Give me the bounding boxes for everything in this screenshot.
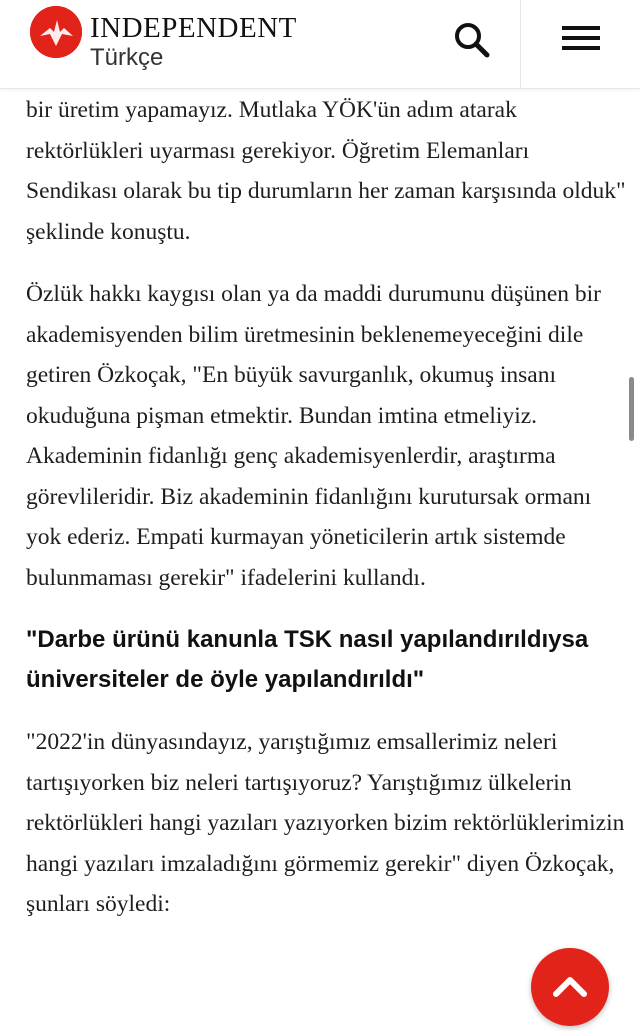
header-divider — [520, 0, 521, 88]
article-paragraph: Özlük hakkı kaygısı olan ya da maddi durumunu düşünen bir akademisyenden bilim üretmesinin beklenemeyeceğini dile getiren Özkoçak, "En büyük savurganlık, okumuş insanı okuduğuna pişman etmektir. Bundan imtina etmeliyiz. Akademinin fidanlığı genç akademisyenlerdir, araştırma görevlileridir. Biz akademinin fidanlığını kurutursak ormanı yok ederiz. Empati kurmayan yöneticilerin artık sistemde bulunmaması gerekir" ifadelerini kullandı. — [26, 281, 601, 591]
search-icon — [442, 14, 502, 74]
article-subheading: "Darbe ürünü kanunla TSK nasıl yapılandırıldıysa üniversiteler de öyle yapılandırıldı" — [26, 626, 589, 693]
brand-subtitle: Türkçe — [90, 44, 164, 71]
article-body — [26, 90, 626, 947]
article-paragraph: bir üretim yapamayız. Mutlaka YÖK'ün adım atarak rektörlükleri uyarması gerekiyor. Öğretim Elemanları Sendikası olarak bu tip durumların her zaman karşısında olduk" şeklinde konuştu. — [26, 97, 626, 245]
logo[interactable] — [30, 6, 330, 78]
hamburger-menu-icon — [552, 14, 612, 74]
brand-name: INDEPENDENT — [90, 12, 297, 44]
chevron-up-icon — [531, 948, 609, 1026]
eagle-icon — [30, 6, 82, 58]
back-to-top-button[interactable] — [531, 948, 609, 1026]
menu-button[interactable] — [552, 14, 612, 74]
scrollbar-thumb[interactable] — [629, 377, 634, 441]
article-paragraph: "2022'in dünyasındayız, yarıştığımız emsallerimiz neleri tartışıyorken biz neleri tartışıyoruz? Yarıştığımız ülkelerin rektörlükleri hangi yazıları yazıyorken bizim rektörlüklerimizin hangi yazıları imzaladığını görmemiz gerekir" diyen Özkoçak, şunları söyledi: — [26, 729, 625, 917]
site-header — [0, 0, 640, 89]
search-button[interactable] — [442, 14, 502, 74]
